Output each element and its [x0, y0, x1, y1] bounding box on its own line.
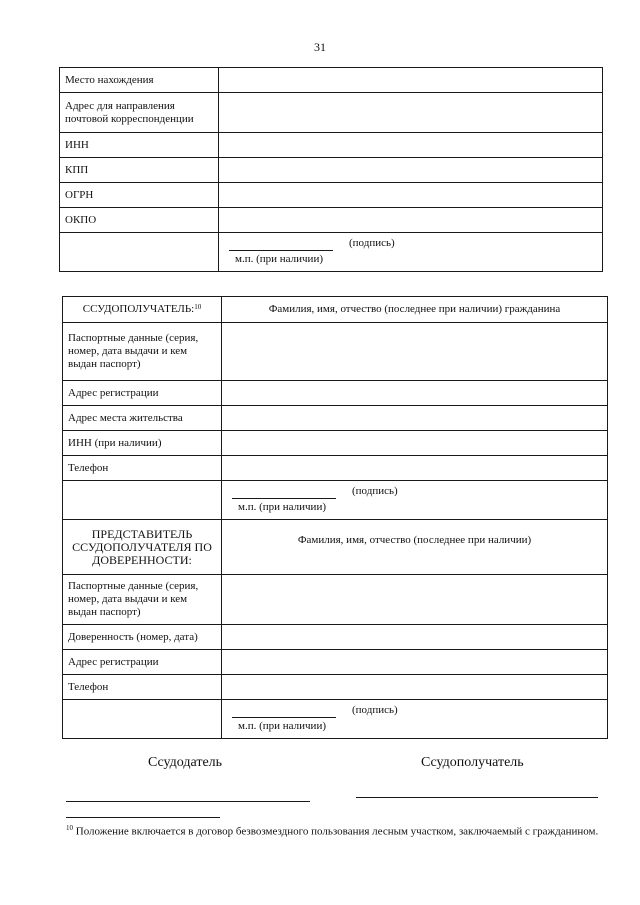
borrower-details-table	[62, 296, 608, 739]
signature-block	[219, 233, 603, 272]
empty-cell	[63, 481, 222, 520]
field-label-kpp: КПП	[60, 158, 219, 183]
field-label-postal-address: Адрес для направления почтовой корреспонденции	[60, 93, 219, 133]
borrower-signature-block	[222, 481, 608, 520]
field-label-location: Место нахождения	[60, 68, 219, 93]
field-value-okpo[interactable]	[219, 208, 603, 233]
field-value-location[interactable]	[219, 68, 603, 93]
lender-label: Ссудодатель	[148, 755, 223, 770]
borrower-header-label: ССУДОПОЛУЧАТЕЛЬ:	[82, 303, 195, 315]
field-value-phone[interactable]	[222, 456, 608, 481]
field-value-kpp[interactable]	[219, 158, 603, 183]
footnote	[66, 820, 612, 841]
field-label-ogrn: ОГРН	[60, 183, 219, 208]
page-number: 31	[314, 40, 326, 54]
lender-signature-line[interactable]	[66, 801, 310, 802]
field-label-rep-phone: Телефон	[63, 675, 222, 700]
field-label-phone: Телефон	[63, 456, 222, 481]
signature-line[interactable]	[229, 250, 333, 251]
field-label-inn: ИНН	[60, 133, 219, 158]
field-value-passport[interactable]	[222, 323, 608, 381]
signature-label: (подпись)	[352, 485, 398, 497]
borrower-label: Ссудополучатель	[421, 755, 524, 770]
field-value-ogrn[interactable]	[219, 183, 603, 208]
field-label-power-of-attorney: Доверенность (номер, дата)	[63, 625, 222, 650]
field-label-rep-passport: Паспортные данные (серия, номер, дата выдачи и кем выдан паспорт)	[63, 575, 222, 625]
field-label-okpo: ОКПО	[60, 208, 219, 233]
empty-cell	[60, 233, 219, 272]
footnote-text: Положение включается в договор безвозмездного пользования лесным участком, заключаемый с гражданином.	[75, 825, 599, 838]
field-label-passport: Паспортные данные (серия, номер, дата выдачи и кем выдан паспорт)	[63, 323, 222, 381]
field-value-rep-phone[interactable]	[222, 675, 608, 700]
representative-name-caption: Фамилия, имя, отчество (последнее при наличии)	[222, 520, 608, 575]
representative-header: ПРЕДСТАВИТЕЛЬ ССУДОПОЛУЧАТЕЛЯ ПО ДОВЕРЕННОСТИ:	[63, 520, 222, 575]
signature-label: (подпись)	[352, 704, 398, 716]
field-label-registration-address: Адрес регистрации	[63, 381, 222, 406]
borrower-signature-line[interactable]	[356, 797, 598, 798]
borrower-name-caption: Фамилия, имя, отчество (последнее при наличии) гражданина	[222, 297, 608, 323]
field-value-registration-address[interactable]	[222, 381, 608, 406]
field-value-postal-address[interactable]	[219, 93, 603, 133]
stamp-label: м.п. (при наличии)	[238, 720, 326, 732]
footnote-divider	[66, 817, 220, 818]
footnote-marker: 10	[66, 824, 73, 832]
signature-line[interactable]	[232, 717, 336, 718]
empty-cell	[63, 700, 222, 739]
stamp-label: м.п. (при наличии)	[235, 253, 323, 265]
field-label-inn-optional: ИНН (при наличии)	[63, 431, 222, 456]
field-label-rep-registration: Адрес регистрации	[63, 650, 222, 675]
signature-line[interactable]	[232, 498, 336, 499]
field-value-rep-passport[interactable]	[222, 575, 608, 625]
field-value-rep-registration[interactable]	[222, 650, 608, 675]
field-value-residence-address[interactable]	[222, 406, 608, 431]
field-label-residence-address: Адрес места жительства	[63, 406, 222, 431]
organization-details-table	[59, 67, 603, 272]
field-value-power-of-attorney[interactable]	[222, 625, 608, 650]
representative-signature-block	[222, 700, 608, 739]
borrower-header	[63, 297, 222, 323]
stamp-label: м.п. (при наличии)	[238, 501, 326, 513]
field-value-inn[interactable]	[219, 133, 603, 158]
signature-label: (подпись)	[349, 237, 395, 249]
field-value-inn-optional[interactable]	[222, 431, 608, 456]
footnote-ref: 10	[194, 303, 202, 311]
